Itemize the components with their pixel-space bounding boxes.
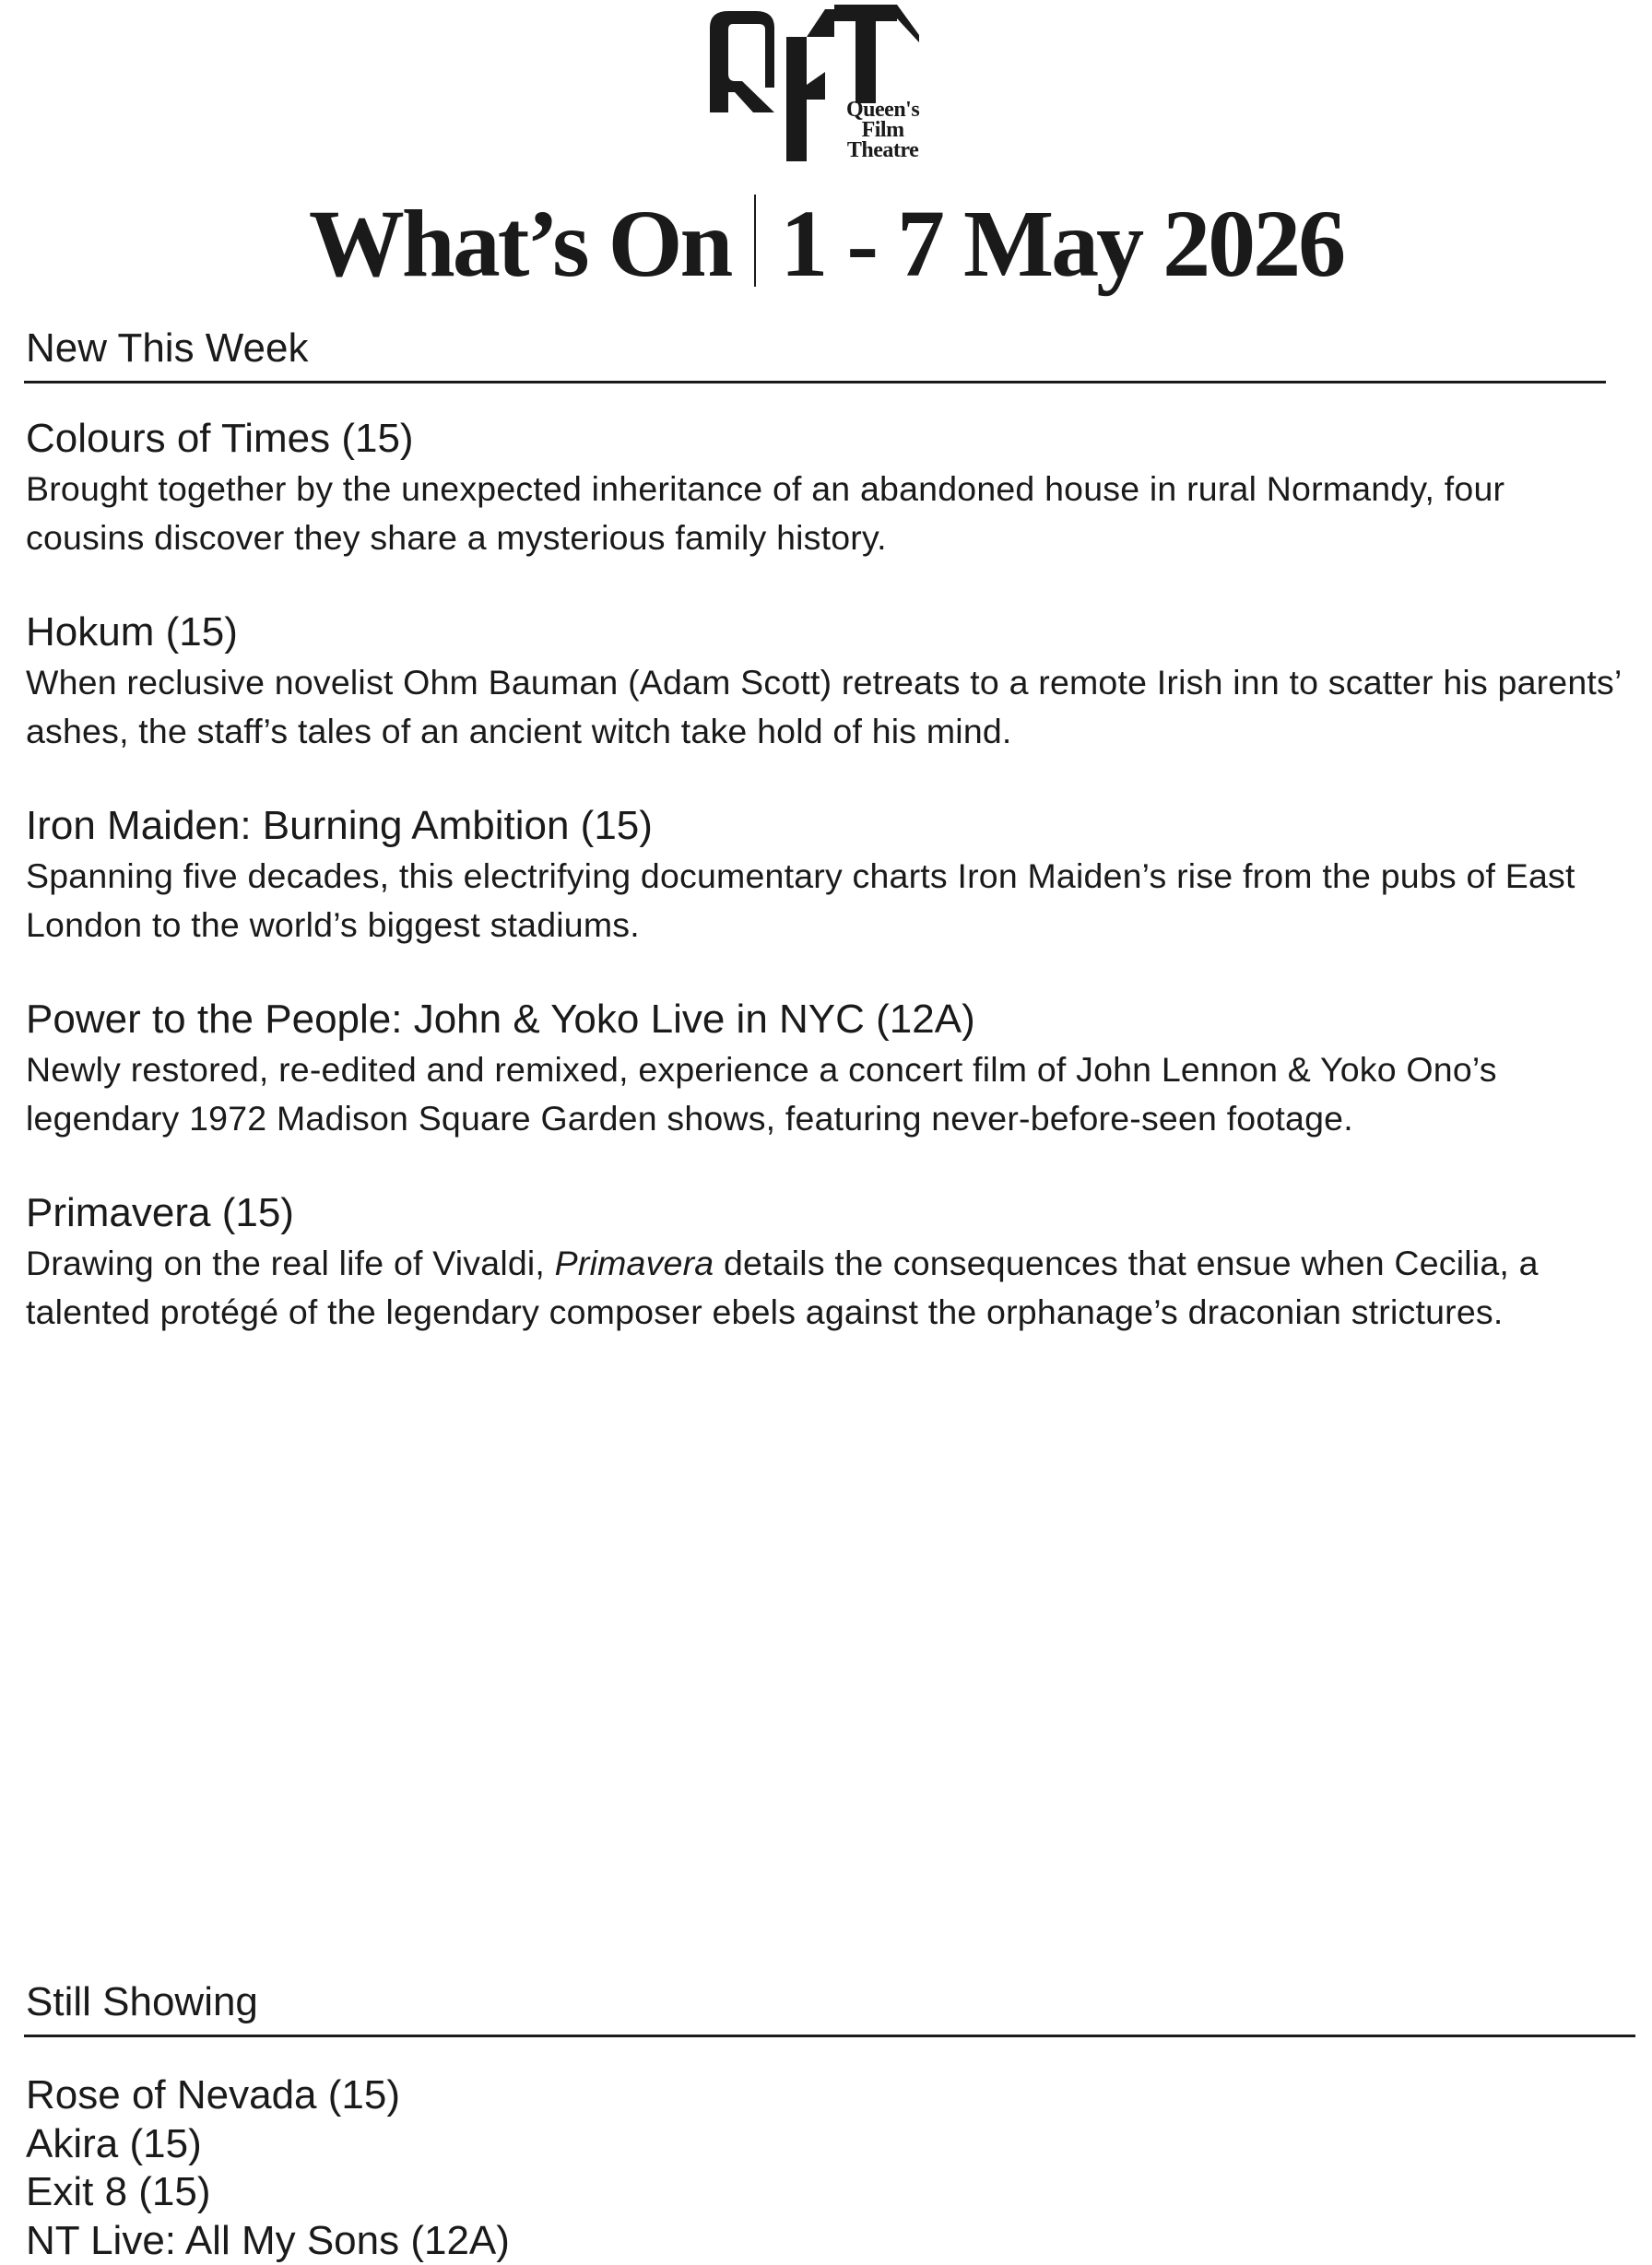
list-item: Akira (15) <box>26 2120 510 2169</box>
logo-line: Theatre <box>846 140 919 160</box>
title-divider <box>754 195 756 287</box>
description-text: details the consequences that ensue when Cecilia, a talented protégé of the legendary composer ebels against the orphanage’s draconian strictures. <box>26 1244 1539 1331</box>
description-italic-title: Primavera <box>555 1244 714 1282</box>
divider <box>24 381 1606 383</box>
film-title: Hokum (15) <box>26 607 1630 658</box>
film-description: Spanning five decades, this electrifying documentary charts Iron Maiden’s rise from the pubs of East London to the world’s biggest stadiums. <box>26 852 1630 949</box>
list-item: NT Live: All My Sons (12A) <box>26 2217 510 2265</box>
qft-logo-wordmark <box>846 100 919 160</box>
title-whats-on: What’s On <box>309 191 730 297</box>
title-date-range: 1 - 7 May 2026 <box>780 191 1343 297</box>
description-text: Drawing on the real life of Vivaldi, <box>26 1244 555 1282</box>
film-entry <box>26 1187 1630 1381</box>
film-description: Brought together by the unexpected inheritance of an abandoned house in rural Normandy, four cousins discover they share a mysterious family history. <box>26 465 1630 561</box>
film-description: When reclusive novelist Ohm Bauman (Adam Scott) retreats to a remote Irish inn to scatter his parents’ ashes, the staff’s tales of an ancient witch take hold of his mind. <box>26 658 1630 755</box>
page-title <box>0 189 1652 300</box>
film-entry <box>26 800 1630 994</box>
section-heading-new-this-week: New This Week <box>26 324 308 372</box>
film-title: Power to the People: John & Yoko Live in NYC (12A) <box>26 994 1630 1045</box>
list-item: Exit 8 (15) <box>26 2168 510 2217</box>
logo-line: Film <box>846 120 919 140</box>
divider <box>24 2035 1635 2037</box>
section-heading-still-showing: Still Showing <box>26 1978 258 2026</box>
film-description: Newly restored, re-edited and remixed, experience a concert film of John Lennon & Yoko Ono’s legendary 1972 Madison Square Garden shows, featuring never-before-seen footage. <box>26 1045 1630 1142</box>
new-films-list <box>26 413 1630 1381</box>
film-title: Iron Maiden: Burning Ambition (15) <box>26 800 1630 852</box>
list-item: Rose of Nevada (15) <box>26 2071 510 2120</box>
still-showing-list <box>26 2071 510 2265</box>
film-entry <box>26 413 1630 607</box>
film-description <box>26 1239 1630 1336</box>
logo-line: Queen's <box>846 100 919 120</box>
film-entry <box>26 607 1630 800</box>
film-title: Colours of Times (15) <box>26 413 1630 465</box>
film-entry <box>26 994 1630 1187</box>
film-title: Primavera (15) <box>26 1187 1630 1239</box>
